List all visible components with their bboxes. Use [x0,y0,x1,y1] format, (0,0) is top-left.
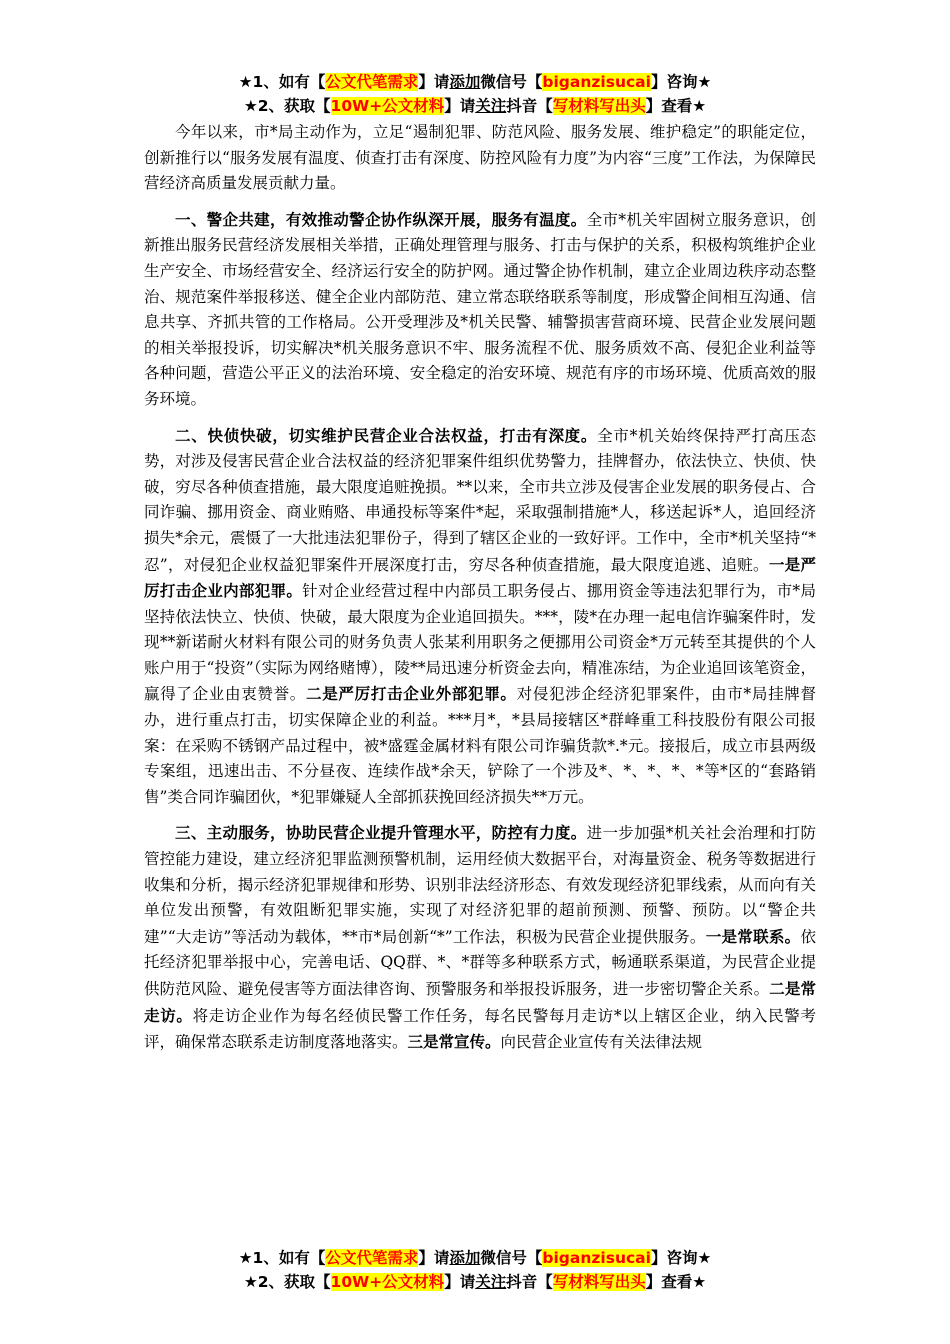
footer-1-mid-2: 微信号【 [480,1249,543,1267]
footer-1-highlight-wechat-id: biganzisucai [542,1249,651,1267]
footer-banner-line-1 [0,1246,950,1270]
banner-1-mid-2: 微信号【 [480,73,543,91]
banner-2-highlight-materials: 10W+公文材料 [330,97,445,115]
section-3-text-1: 进一步加强*机关社会治理和打防管控能力建设，建立经济犯罪监测预警机制，运用经侦大数据平台，对海量资金、税务等数据进行收集和分析，揭示经济犯罪规律和形势、识别非法经济形态、有效发现经济犯罪线索，从而向有关单位发出预警，有效阻断犯罪实施，实现了对经济犯罪的超前预测、预警、预防。以“警企共建”“大走访”等活动为载体，**市*局创新“*”工作法，积极为民营企业提供服务。 [144,824,816,946]
footer-1-prefix: ★1、如有【 [238,1249,326,1267]
section-1-paragraph [144,207,816,413]
footer-2-highlight-materials: 10W+公文材料 [330,1273,445,1291]
footer-1-mid-1: 】请 [418,1249,450,1267]
footer-2-highlight-douyin-id: 写材料写出头 [552,1273,646,1291]
section-2-text-1: 全市*机关始终保持严打高压态势，对涉及侵害民营企业合法权益的经济犯罪案件组织优势警力，挂牌督办，依法快立、快侦、快破，穷尽各种侦查措施，最大限度追赃挽损。**以来，全市共立涉及侵害企业发展的职务侵占、合同诈骗、挪用资金、商业贿赂、串通投标等案件*起，采取强制措施*人，移送起诉*人，追回经济损失*余元，震慑了一大批违法犯罪份子，得到了辖区企业的一致好评。工作中，全市*机关坚持“*忍”，对侵犯企业权益犯罪案件开展深度打击，穷尽各种侦查措施，最大限度追逃、追赃。 [144,426,816,574]
section-2-heading: 二、快侦快破，切实维护民营企业合法权益，打击有深度。 [175,425,598,445]
footer-2-mid-2: 抖音【 [506,1273,553,1291]
section-3-heading: 三、主动服务，协助民营企业提升管理水平，防控有力度。 [175,823,587,843]
section-2-text-2: 针对企业经营过程中内部员工职务侵占、挪用资金等违法犯罪行为，市*局坚持依法快立、快侦、快破，最大限度为企业追回损失。***，陵*在办理一起电信诈骗案件时，发现**新诺耐火材料有限公司的财务负责人张某利用职务之便挪用公司资金*万元转至其提供的个人账户用于“投资”（实际为网络赌博），陵**局迅速分析资金去向，精准冻结，为企业追回该笔资金，赢得了企业由衷赞誉。 [144,582,816,704]
header-banner-line-2 [0,94,950,118]
footer-2-prefix: ★2、获取【 [243,1273,331,1291]
section-2-text-3: 对侵犯涉企经济犯罪案件，由市*局挂牌督办，进行重点打击，切实保障企业的利益。***月*，*县局接辖区*群峰重工科技股份有限公司报案：在采购不锈钢产品过程中，被*盛霆金属材料有限公司诈骗货款*.*元。接报后，成立市县两级专案组，迅速出击、不分昼夜、连续作战*余天，铲除了一个涉及*、*、*、*、*等*区的“套路销售”类合同诈骗团伙，*犯罪嫌疑人全部抓获挽回经济损失**万元。 [144,685,816,806]
banner-2-highlight-douyin-id: 写材料写出头 [552,97,646,115]
section-2-point-1: 一是严厉打击企业内部犯罪。 [144,554,816,601]
footer-1-suffix: 】咨询★ [650,1249,712,1267]
section-2-point-2: 二是严厉打击企业外部犯罪。 [306,684,517,704]
banner-2-underlined: 关注 [475,97,507,115]
section-3-point-2: 二是常走访。 [144,979,816,1025]
banner-2-prefix: ★2、获取【 [243,97,331,115]
intro-text: 今年以来，市*局主动作为，立足“遏制犯罪、防范风险、服务发展、维护稳定”的职能定位，创新推行以“服务发展有温度、侦查打击有深度、防控风险有力度”为内容“三度”工作法，为保障民营经济高质量发展贡献力量。 [144,123,816,193]
section-3-point-3: 三是常宣传。 [407,1032,501,1052]
banner-1-underlined: 添加 [449,73,481,91]
banner-1-suffix: 】咨询★ [650,73,712,91]
section-3-text-3: 将走访企业作为每名经侦民警工作任务，每名民警每月走访*以上辖区企业，纳入民警考评，确保常态联系走访制度落地落实。 [144,1006,816,1052]
banner-2-suffix: 】查看★ [645,97,707,115]
banner-1-prefix: ★1、如有【 [238,73,326,91]
header-banner-line-1 [0,70,950,94]
section-3-text-4: 向民营企业宣传有关法律法规 [500,1033,703,1052]
document-body [144,120,816,1066]
footer-1-highlight-service: 公文代笔需求 [325,1249,419,1267]
section-1-heading: 一、警企共建，有效推动警企协作纵深开展，服务有温度。 [175,209,587,229]
footer-banner-line-2 [0,1270,950,1294]
section-3-point-1: 一是常联系。 [705,926,801,946]
banner-2-mid-2: 抖音【 [506,97,553,115]
footer-2-mid-1: 】请 [444,1273,476,1291]
section-3-text-2: 依托经济犯罪举报中心，完善电话、QQ群、*、*群等多种联系方式，畅通联系渠道，为民营企业提供防范风险、避免侵害等方面法律咨询、预警服务和举报投诉服务，进一步密切警企关系。 [144,927,816,998]
footer-2-underlined: 关注 [475,1273,507,1291]
section-1-text: 全市*机关牢固树立服务意识，创新推出服务民营经济发展相关举措，正确处理管理与服务、打击与保护的关系，积极构筑维护企业生产安全、市场经营安全、经济运行安全的防护网。通过警企协作机制，建立企业周边秩序动态整治、规范案件举报移送、健全企业内部防范、建立常态联络联系等制度，形成警企间相互沟通、信息共享、齐抓共管的工作格局。公开受理涉及*机关民警、辅警损害营商环境、民营企业发展问题的相关举报投诉，切实解决*机关服务意识不牢、服务流程不优、服务质效不高、侵犯企业利益等各种问题，营造公平正义的法治环境、安全稳定的治安环境、规范有序的市场环境、优质高效的服务环境。 [144,210,816,408]
section-3-paragraph [144,820,816,1055]
banner-1-highlight-wechat-id: biganzisucai [542,73,651,91]
footer-2-suffix: 】查看★ [645,1273,707,1291]
banner-2-mid-1: 】请 [444,97,476,115]
intro-paragraph [144,120,816,197]
section-2-paragraph [144,423,816,811]
footer-1-underlined: 添加 [449,1249,481,1267]
banner-1-highlight-service: 公文代笔需求 [325,73,419,91]
banner-1-mid-1: 】请 [418,73,450,91]
